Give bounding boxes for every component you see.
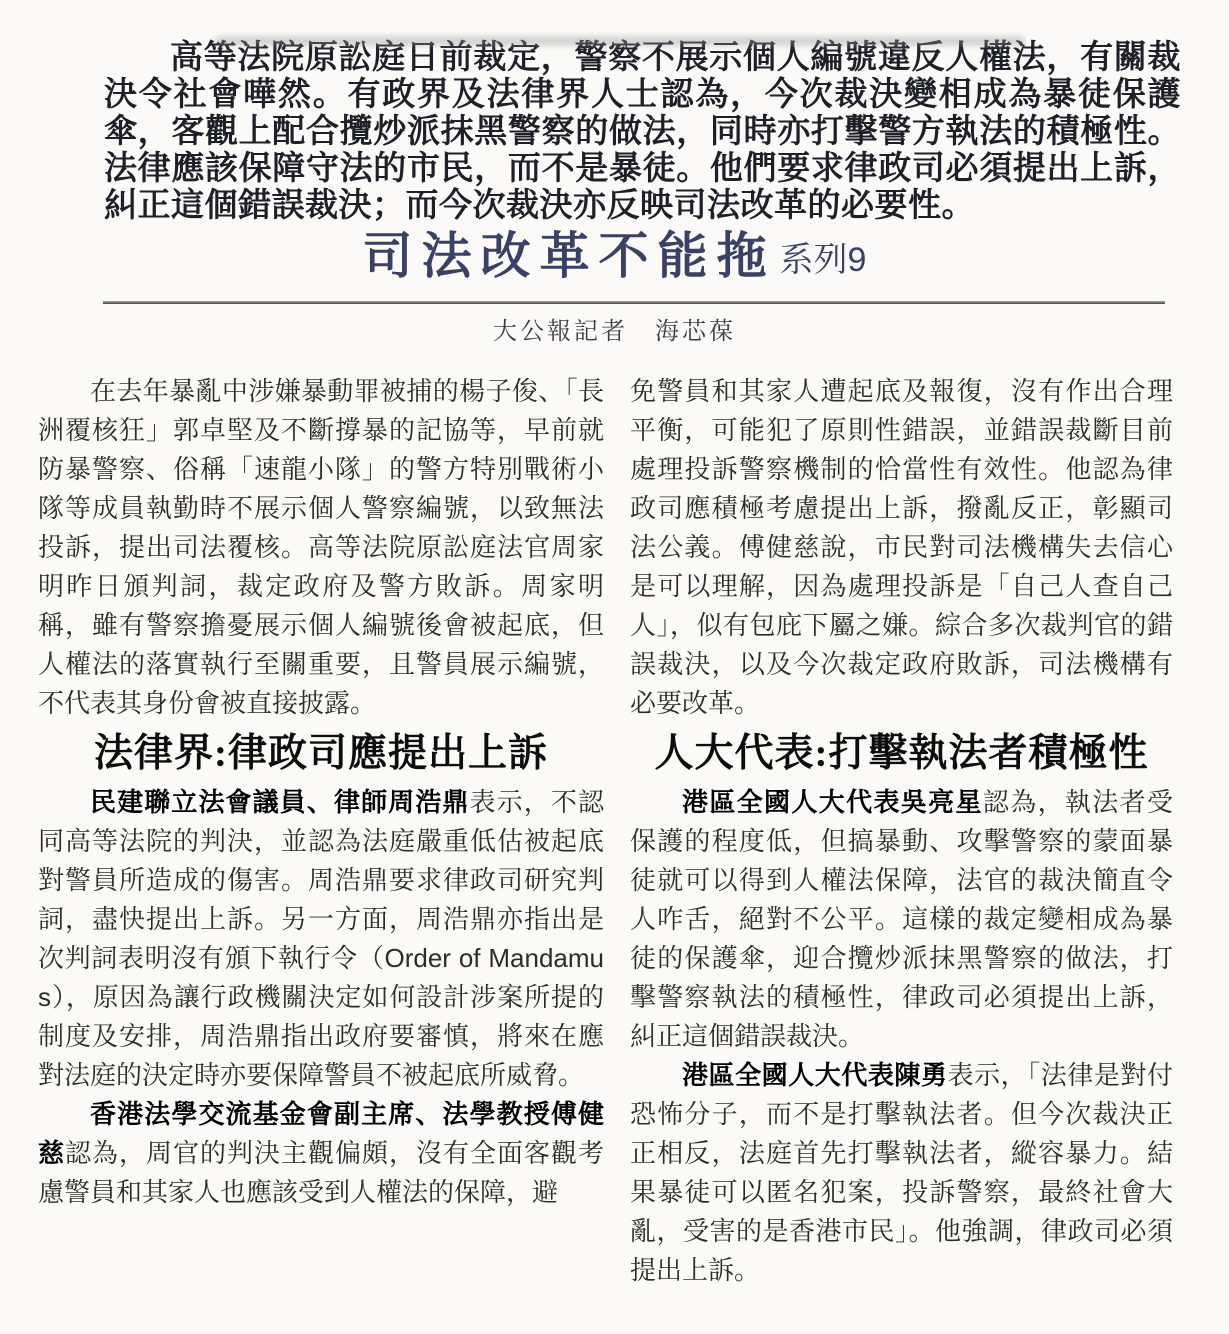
headline xyxy=(0,229,1229,296)
paragraph-continuation xyxy=(630,372,1173,723)
paragraph-text: 表示，「法律是對付恐怖分子，而不是打擊執法者。但今次裁決正正相反，法庭首先打擊執法者，縱容暴力。結果暴徒可以匿名犯案，投訴警察，最終社會大亂，受害的是香港市民」。他強調，律政司必須提出上訴。 xyxy=(630,1060,1173,1285)
speaker-name-bold: 港區全國人大代表吳亮星 xyxy=(682,787,983,817)
paragraph-fu-kin-chi xyxy=(38,1095,604,1212)
cropped-text-remnant xyxy=(215,36,1025,46)
paragraph-text: 認為，執法者受保護的程度低，但搞暴動、攻擊警察的蒙面暴徒就可以得到人權法保障，法官的裁決簡直令人咋舌，絕對不公平。這樣的裁定變相成為暴徒的保護傘，迎合攬炒派抹黑警察的做法，打擊警察執法的積極性，律政司必須提出上訴，糾正這個錯誤裁決。 xyxy=(630,787,1173,1051)
headline-title: 司法改革不能拖 xyxy=(362,228,776,284)
paragraph-text: 表示，不認同高等法院的判決，並認為法庭嚴重低估被起底對警員所造成的傷害。周浩鼎要求律政司研究判詞，盡快提出上訴。另一方面，周浩鼎亦指出是次判詞表明沒有頒下執行令（Order of Mandamus），原因為讓行政機關決定如何設計涉案所提的制度及安排，周浩鼎指出政府要審慎，將來在應對法庭的決定時亦要保障警員不被起底所威脅。 xyxy=(38,787,604,1090)
paragraph-ng-leung-sing xyxy=(630,783,1173,1056)
paragraph-chow-ho-ding xyxy=(38,783,604,1095)
paragraph-text: 在去年暴亂中涉嫌暴動罪被捕的楊子俊、「長洲覆核狂」郭卓堅及不斷撐暴的記協等，早前就防暴警察、俗稱「速龍小隊」的警方特別戰術小隊等成員執勤時不展示個人警察編號，以致無法投訴，提出司法覆核。高等法院原訟庭法官周家明昨日頒判詞，裁定政府及警方敗訴。周家明稱，雖有警察擔憂展示個人編號後會被起底，但人權法的落實執行至關重要，且警員展示編號，不代表其身份會被直接披露。 xyxy=(38,376,604,718)
lead-paragraph: 高等法院原訟庭日前裁定，警察不展示個人編號違反人權法，有關裁決令社會嘩然。有政界及法律界人士認為，今次裁決變相成為暴徒保護傘，客觀上配合攬炒派抹黑警察的做法，同時亦打擊警方執法的積極性。法律應該保障守法的市民，而不是暴徒。他們要求律政司必須提出上訴，糾正這個錯誤裁決；而今次裁決亦反映司法改革的必要性。 xyxy=(104,40,1181,224)
left-column xyxy=(38,372,604,1290)
paragraph-chan-yung xyxy=(630,1056,1173,1290)
article-body xyxy=(38,372,1205,1290)
subhead-npc-deputies: 人大代表:打擊執法者積極性 xyxy=(654,732,1149,775)
headline-divider xyxy=(103,301,1165,304)
paragraph-intro xyxy=(38,372,604,723)
speaker-name-bold: 民建聯立法會議員、律師周浩鼎 xyxy=(90,787,470,817)
headline-series-label: 系列9 xyxy=(779,241,867,279)
byline: 大公報記者 海芯葆 xyxy=(493,318,736,345)
speaker-name-bold: 港區全國人大代表陳勇 xyxy=(682,1060,948,1090)
paragraph-text: 免警員和其家人遭起底及報復，沒有作出合理平衡，可能犯了原則性錯誤，並錯誤裁斷目前處理投訴警察機制的恰當性有效性。他認為律政司應積極考慮提出上訴，撥亂反正，彰顯司法公義。傅健慈說，市民對司法機構失去信心是可以理解，因為處理投訴是「自己人查自己人」，似有包庇下屬之嫌。綜合多次裁判官的錯誤裁決，以及今次裁定政府敗訴，司法機構有必要改革。 xyxy=(630,376,1173,718)
speaker-name-bold: 香港法學交流基金會副主席、法學教授傅健慈 xyxy=(38,1099,604,1168)
newspaper-page xyxy=(0,40,1229,1334)
paragraph-text: 認為，周官的判決主觀偏頗，沒有全面客觀考慮警員和其家人也應該受到人權法的保障，避 xyxy=(38,1138,604,1207)
subhead-legal-sector: 法律界:律政司應提出上訴 xyxy=(94,732,548,775)
right-column xyxy=(630,372,1173,1290)
